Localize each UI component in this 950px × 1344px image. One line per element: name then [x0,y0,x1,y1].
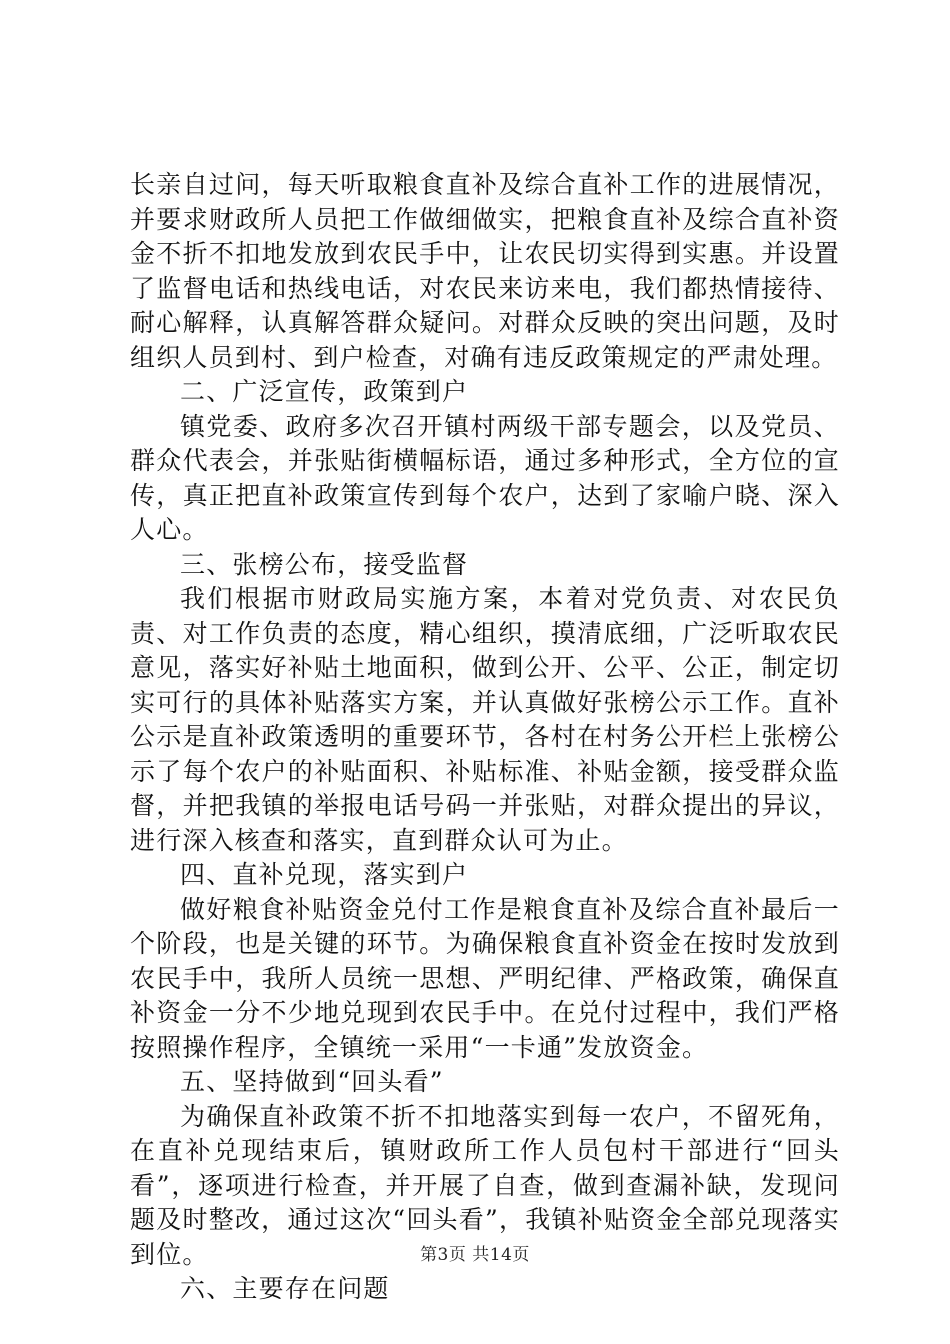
paragraph-continued-oversight: 长亲自过问，每天听取粮食直补及综合直补工作的进展情况，并要求财政所人员把工作做细做实，把粮食直补及综合直补资金不折不扣地发放到农民手中，让农民切实得到实惠。并设置了监督电话和热线电话，对农民来访来电，我们都热情接待、耐心解释，认真解答群众疑问。对群众反映的突出问题，及时组织人员到村、到户检查，对确有违反政策规定的严肃处理。 [130,170,840,372]
paragraph-publicity: 镇党委、政府多次召开镇村两级干部专题会，以及党员、群众代表会，并张贴街横幅标语，通过多种形式，全方位的宣传，真正把直补政策宣传到每个农户，达到了家喻户晓、深入人心。 [130,411,840,544]
section-heading-public-notice: 三、张榜公布，接受监督 [180,549,469,579]
paragraph-payout: 做好粮食补贴资金兑付工作是粮食直补及综合直补最后一个阶段，也是关键的环节。为确保粮食直补资金在按时发放到农民手中，我所人员统一思想、严明纪律、严格政策，确保直补资金一分不少地兑现到农民手中。在兑付过程中，我们严格按照操作程序，全镇统一采用“一卡通”发放资金。 [130,894,840,1062]
section-heading-problems: 六、主要存在问题 [180,1274,390,1303]
page-footer: 第3页 共14页 [420,1245,530,1265]
paragraph-public-notice: 我们根据市财政局实施方案，本着对党负责、对农民负责、对工作负责的态度，精心组织，摸清底细，广泛听取农民意见，落实好补贴土地面积，做到公开、公平、公正，制定切实可行的具体补贴落实方案，并认真做好张榜公示工作。直补公示是直补政策透明的重要环节，各村在村务公开栏上张榜公示了每个农户的补贴面积、补贴标准、补贴金额，接受群众监督，并把我镇的举报电话号码一并张贴，对群众提出的异议，进行深入核查和落实，直到群众认可为止。 [130,584,840,855]
section-heading-payout: 四、直补兑现，落实到户 [180,860,469,889]
paragraph-review: 为确保直补政策不折不扣地落实到每一农户，不留死角，在直补兑现结束后，镇财政所工作人员包村干部进行“回头看”，逐项进行检查，并开展了自查，做到查漏补缺，发现问题及时整改，通过这次“回头看”，我镇补贴资金全部兑现落实到位。 [130,1101,840,1269]
section-heading-publicity: 二、广泛宣传，政策到户 [180,377,469,406]
document-body [130,168,840,1307]
section-heading-review: 五、坚持做到“回头看” [180,1067,444,1096]
